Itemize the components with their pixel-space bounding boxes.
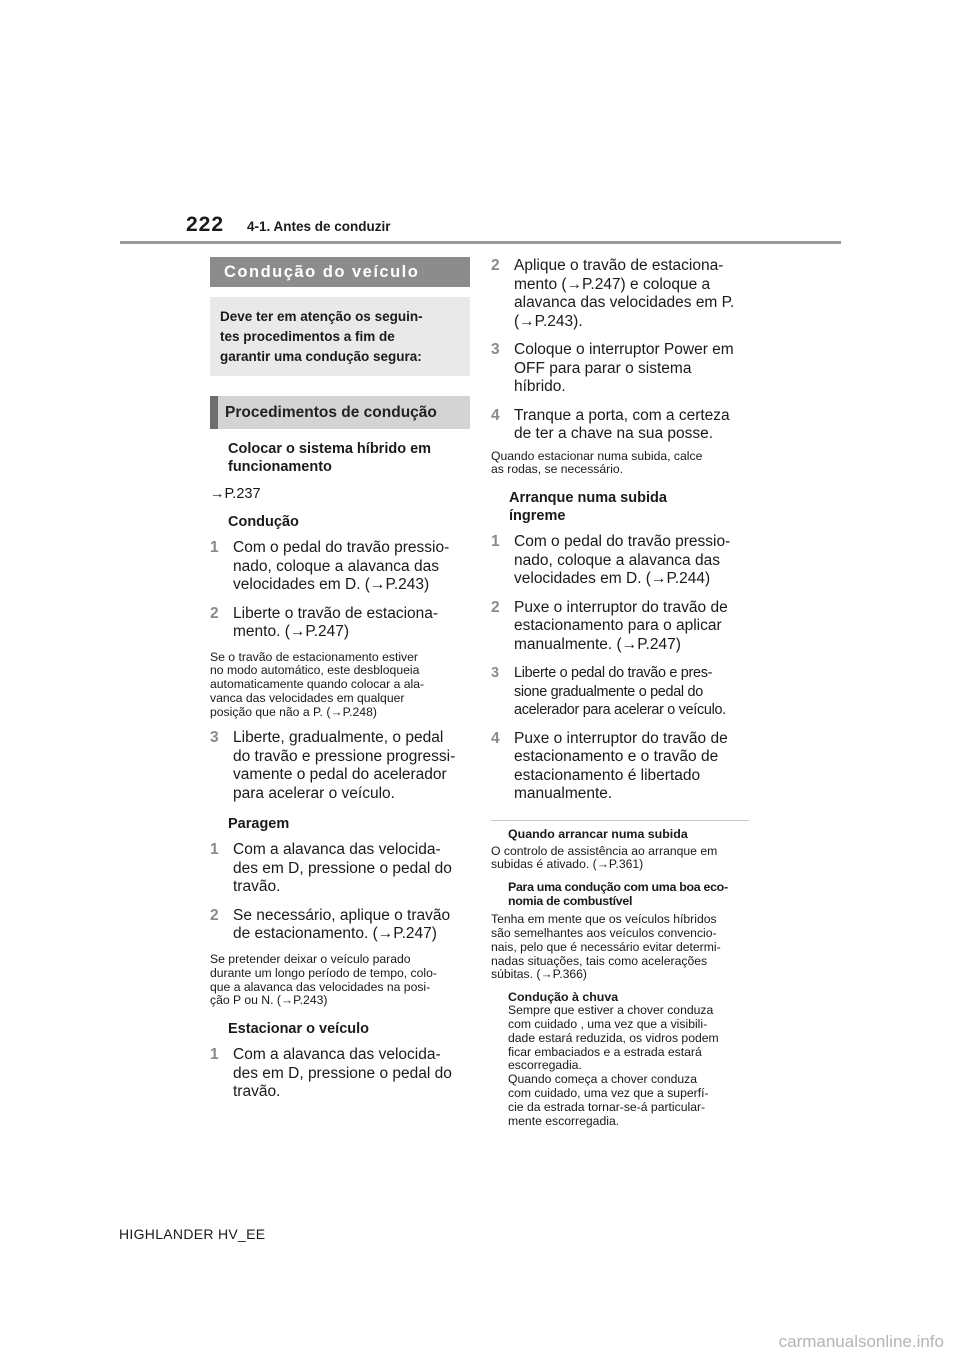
driving-step — [210, 605, 470, 642]
step-line: Aplique o travão de estaciona- — [514, 257, 724, 274]
note-line: posição que não a P. (→P.248) — [210, 704, 377, 719]
procedures-banner: Procedimentos de condução — [210, 396, 470, 429]
step-number: 1 — [210, 841, 219, 859]
step-number: 3 — [491, 341, 500, 358]
right-column — [491, 257, 753, 1128]
note-line: durante um longo período de tempo, colo- — [210, 965, 437, 980]
step-line: Puxe o interruptor do travão de — [514, 598, 728, 616]
step-line: des em D, pressione o pedal do — [233, 859, 452, 877]
note-line: Se pretender deixar o veículo parado — [210, 951, 411, 966]
info-line: súbitas. (→P.366) — [491, 967, 587, 982]
heading-line: Arranque numa subida — [509, 490, 667, 507]
park-step — [491, 341, 753, 397]
step-line: estacionamento para o aplicar — [514, 617, 722, 635]
step-line: estacionamento é libertado — [514, 766, 701, 784]
park-step — [210, 1046, 470, 1102]
info-line: Tenha em mente que os veículos híbridos — [491, 912, 717, 927]
step-line: Liberte o pedal do travão e pres- — [514, 665, 713, 682]
step-line: para acelerar o veículo. — [233, 784, 395, 802]
stop-heading: Paragem — [228, 816, 290, 833]
step-line: Coloque o interruptor Power em — [514, 341, 734, 358]
step-line: travão. — [233, 878, 281, 896]
park-heading: Estacionar o veículo — [228, 1021, 370, 1038]
note-line: Quando estacionar numa subida, calce — [491, 448, 703, 463]
note-line: Deve ter em atenção os seguin- — [220, 309, 423, 324]
hill-info — [491, 845, 753, 873]
info-line: são semelhantes aos veículos convencio- — [491, 925, 717, 940]
stop-step — [210, 841, 470, 897]
step-number: 3 — [491, 665, 499, 682]
eco-text — [491, 913, 753, 982]
step-number: 2 — [210, 906, 219, 924]
step-number: 2 — [491, 598, 500, 616]
start-reference: →P.237 — [210, 486, 261, 502]
step-number: 2 — [491, 257, 500, 274]
info-line: ficar embaciados e a estrada estará — [508, 1044, 702, 1059]
step-number: 4 — [491, 406, 500, 424]
note-line: ção P ou N. (→P.243) — [210, 993, 328, 1008]
rain-heading: Condução à chuva — [508, 990, 619, 1005]
step-line: alavanca das velocidades em P. — [514, 294, 735, 311]
step-line: Puxe o interruptor do travão de — [514, 729, 728, 747]
step-line: velocidades em D. (→P.244) — [514, 570, 711, 588]
step-line: vamente o pedal do acelerador — [233, 766, 447, 784]
heading-line: Para uma condução com uma boa eco- — [508, 880, 728, 895]
info-line: O controlo de assistência ao arranque em — [491, 843, 718, 858]
eco-heading — [491, 880, 753, 908]
step-line: nado, coloque a alavanca das — [233, 557, 439, 575]
hill-step — [491, 664, 753, 720]
info-line: subidas é ativado. (→P.361) — [491, 857, 644, 872]
step-line: Se necessário, aplique o travão — [233, 906, 451, 924]
info-line: com cuidado , uma vez que a visibili- — [508, 1016, 708, 1031]
step-line: acelerador para acelerar o veículo. — [514, 702, 726, 719]
header-divider — [120, 241, 841, 244]
step-line: sione gradualmente o pedal do — [514, 683, 703, 700]
info-line: escorregadia. — [508, 1058, 582, 1073]
step-line: Tranque a porta, com a certeza — [514, 406, 730, 424]
step-line: híbrido. — [514, 378, 566, 395]
note-line: garantir uma condução segura: — [220, 349, 422, 364]
info-line: com cuidado, uma vez que a superfí- — [508, 1085, 709, 1100]
info-line: nais, pelo que é necessário evitar determi- — [491, 939, 721, 954]
step-number: 3 — [210, 729, 219, 747]
step-line: velocidades em D. (→P.243) — [233, 576, 430, 593]
step-line: Com a alavanca das velocida- — [233, 1046, 441, 1064]
step-line: manualmente. — [514, 785, 613, 803]
hill-heading — [491, 489, 753, 525]
step-line: do travão e pressione progressi- — [233, 747, 456, 765]
note-line: automaticamente quando colocar a ala- — [210, 677, 425, 692]
driving-note — [210, 651, 470, 720]
info-line: Sempre que estiver a chover conduza — [508, 1003, 714, 1018]
park-step — [491, 407, 753, 444]
park-note — [491, 450, 753, 478]
watermark: carmanualsonline.info — [778, 1332, 944, 1351]
info-line: Quando começa a chover conduza — [508, 1072, 698, 1087]
note-line: vanca das velocidades em qualquer — [210, 690, 405, 705]
section-title: 4-1. Antes de conduzir — [247, 219, 391, 234]
heading-line: íngreme — [509, 508, 566, 525]
step-line: estacionamento e o travão de — [514, 748, 719, 766]
intro-note-box — [210, 297, 470, 376]
info-line: dade estará reduzida, os vidros podem — [508, 1030, 719, 1045]
stop-step — [210, 907, 470, 944]
step-number: 1 — [210, 1046, 219, 1064]
driving-heading: Condução — [228, 514, 299, 530]
step-line: manualmente. (→P.247) — [514, 635, 681, 653]
info-line: cie da estrada tornar-se-á particular- — [508, 1099, 706, 1114]
note-line: que a alavanca das velocidades na posi- — [210, 979, 431, 994]
hill-step — [491, 730, 753, 804]
heading-line: funcionamento — [228, 459, 332, 475]
section-banner: Condução do veículo — [210, 257, 470, 287]
left-column — [210, 257, 470, 1102]
step-line: Com a alavanca das velocida- — [233, 841, 441, 859]
footer-model: HIGHLANDER HV_EE — [119, 1226, 266, 1242]
note-line: as rodas, se necessário. — [491, 462, 624, 477]
step-number: 1 — [210, 539, 219, 556]
heading-line: nomia de combustível — [508, 894, 633, 909]
info-line: nadas situações, tais como acelerações — [491, 953, 708, 968]
step-line: de ter a chave na sua posse. — [514, 425, 714, 442]
hill-step — [491, 599, 753, 655]
step-line: nado, coloque a alavanca das — [514, 551, 720, 569]
step-line: mento. (→P.247) — [233, 623, 350, 640]
driving-step — [210, 539, 470, 595]
note-line: Se o travão de estacionamento estiver — [210, 649, 418, 664]
step-line: travão. — [233, 1083, 281, 1101]
hill-step — [491, 533, 753, 589]
note-line: tes procedimentos a fim de — [220, 329, 395, 344]
step-line: Liberte, gradualmente, o pedal — [233, 729, 444, 747]
step-line: des em D, pressione o pedal do — [233, 1064, 452, 1082]
start-heading — [210, 440, 470, 476]
step-line: Com o pedal do travão pressio- — [233, 539, 450, 556]
step-line: Liberte o travão de estaciona- — [233, 604, 439, 622]
hill-info-heading: Quando arrancar numa subida — [508, 826, 688, 841]
driving-step — [210, 729, 470, 803]
step-line: OFF para parar o sistema — [514, 359, 692, 377]
info-divider — [491, 820, 749, 821]
heading-line: Colocar o sistema híbrido em — [228, 441, 432, 457]
park-step — [491, 257, 753, 331]
stop-note — [210, 953, 470, 1008]
step-line: Com o pedal do travão pressio- — [514, 533, 731, 551]
step-number: 2 — [210, 604, 219, 622]
note-line: no modo automático, este desbloqueia — [210, 663, 420, 678]
step-number: 1 — [491, 533, 500, 551]
page-number: 222 — [186, 213, 225, 236]
info-line: mente escorregadia. — [508, 1113, 620, 1128]
step-line: de estacionamento. (→P.247) — [233, 925, 437, 943]
step-number: 4 — [491, 729, 500, 747]
step-line: mento (→P.247) e coloque a — [514, 275, 711, 293]
step-line: (→P.243). — [514, 312, 583, 330]
rain-text — [491, 1004, 753, 1128]
